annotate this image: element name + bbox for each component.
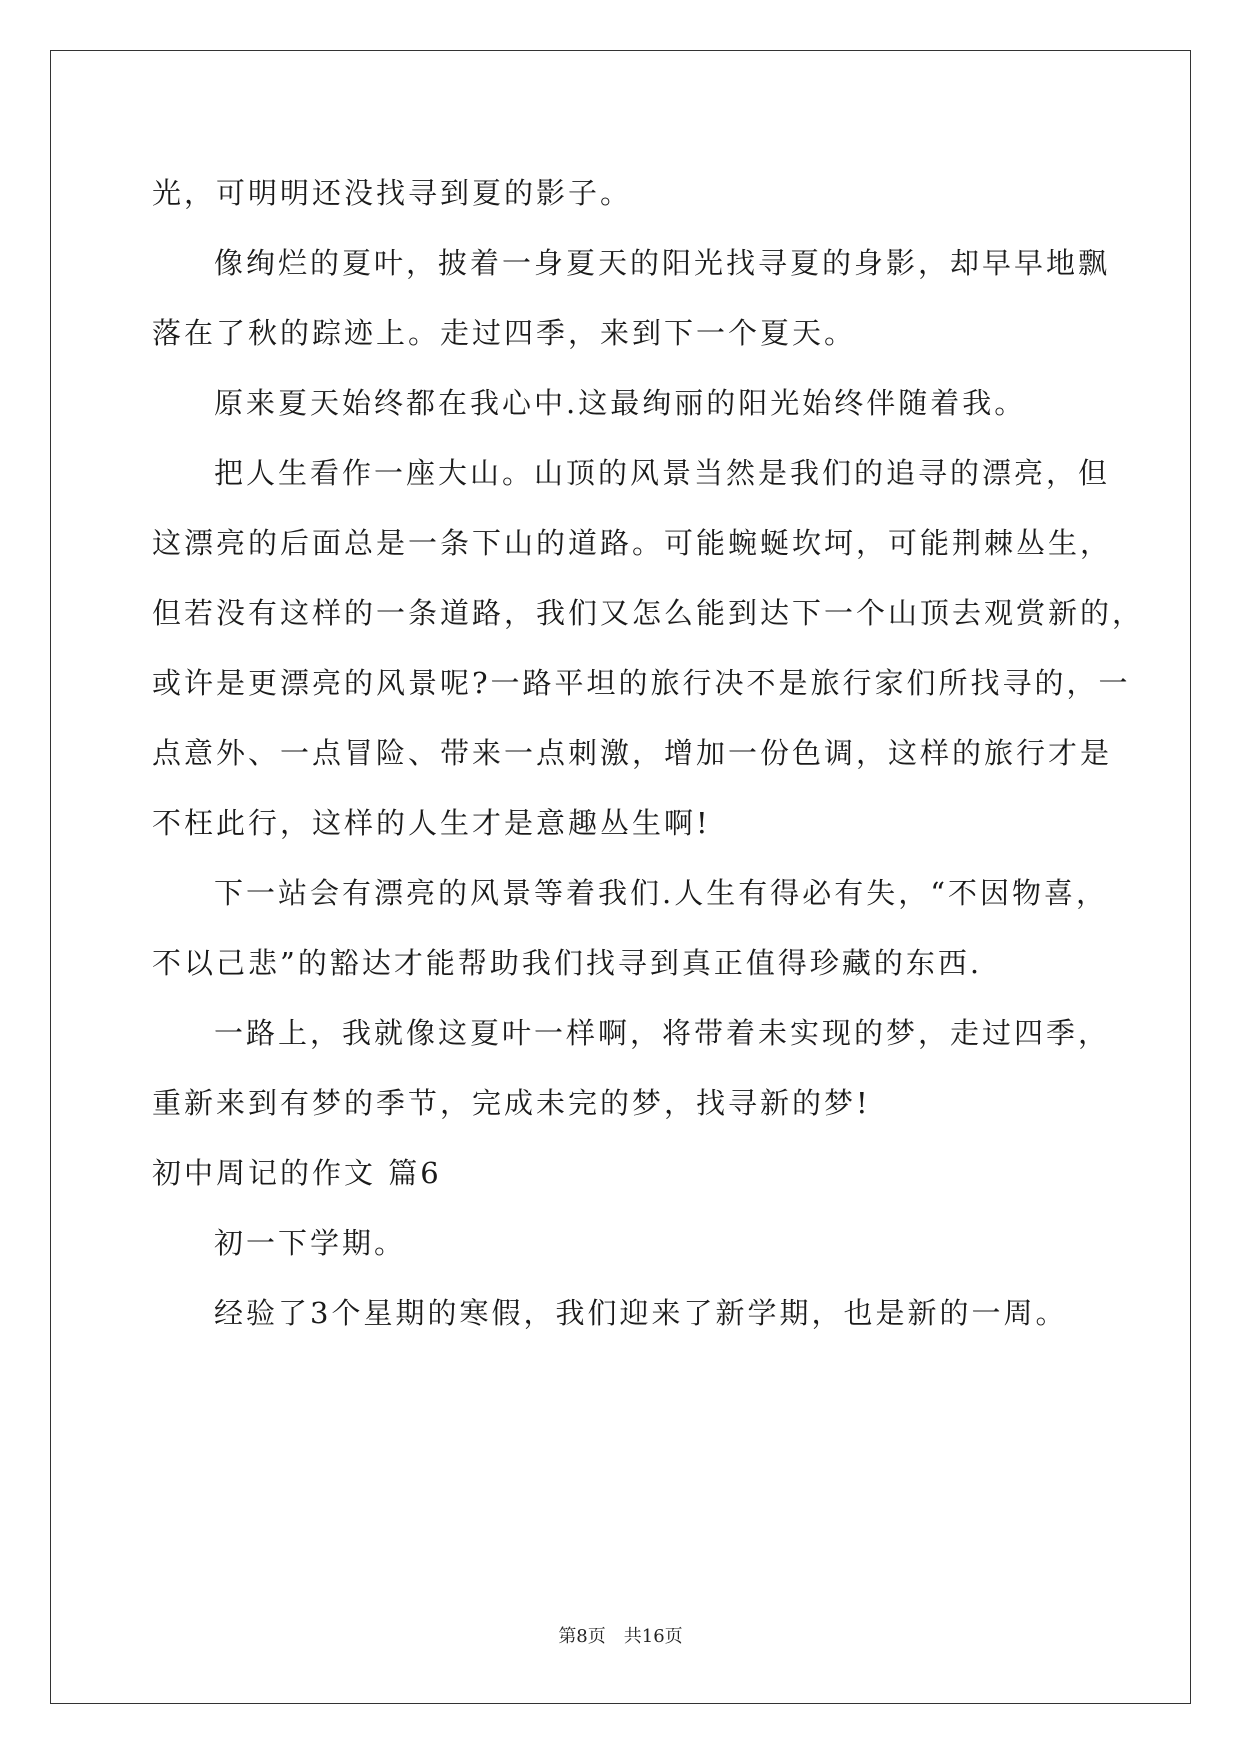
text-line: 光，可明明还没找寻到夏的影子。 (152, 176, 633, 210)
text-line: 不枉此行，这样的人生才是意趣丛生啊! (152, 806, 711, 840)
text-line: 一路上，我就像这夏叶一样啊，将带着未实现的梦，走过四季， (214, 1016, 1111, 1050)
text-line: 像绚烂的夏叶，披着一身夏天的阳光找寻夏的身影，却早早地飘 (214, 246, 1111, 280)
text-line: 下一站会有漂亮的风景等着我们.人生有得必有失，“不因物喜， (214, 876, 1109, 910)
text-line: 但若没有这样的一条道路，我们又怎么能到达下一个山顶去观赏新的， (152, 596, 1145, 630)
text-line: 落在了秋的踪迹上。走过四季，来到下一个夏天。 (152, 316, 857, 350)
section-heading: 初中周记的作文 篇6 (152, 1156, 442, 1190)
text-line: 不以己悲”的豁达才能帮助我们找寻到真正值得珍藏的东西. (152, 946, 983, 980)
text-line: 这漂亮的后面总是一条下山的道路。可能蜿蜒坎坷，可能荆棘丛生， (152, 526, 1113, 560)
text-line: 原来夏天始终都在我心中.这最绚丽的阳光始终伴随着我。 (214, 386, 1027, 420)
text-line: 或许是更漂亮的风景呢?一路平坦的旅行决不是旅行家们所找寻的，一 (152, 666, 1131, 700)
text-line: 把人生看作一座大山。山顶的风景当然是我们的追寻的漂亮，但 (214, 456, 1111, 490)
document-body (152, 158, 1145, 1348)
text-line: 初一下学期。 (214, 1226, 407, 1260)
page-number-footer: 第8页 共16页 (558, 1626, 683, 1647)
text-line: 点意外、一点冒险、带来一点刺激，增加一份色调，这样的旅行才是 (152, 736, 1113, 770)
text-line: 经验了3个星期的寒假，我们迎来了新学期，也是新的一周。 (214, 1296, 1068, 1330)
text-line: 重新来到有梦的季节，完成未完的梦，找寻新的梦! (152, 1086, 871, 1120)
